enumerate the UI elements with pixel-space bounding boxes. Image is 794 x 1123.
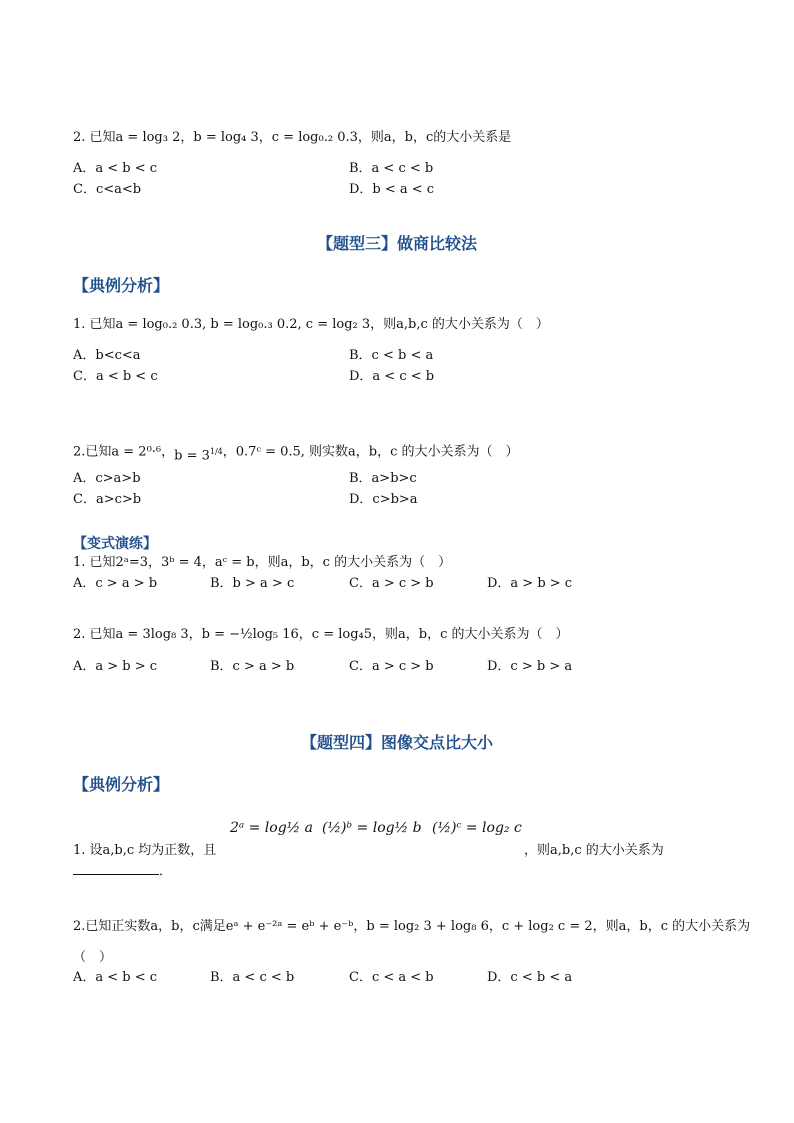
option-b: B．c > a > b — [210, 659, 295, 674]
example-label: 【典例分析】 — [73, 276, 170, 295]
stem-b — [174, 444, 223, 464]
option-d: D．c < b < a — [487, 970, 573, 985]
option-c: C．a < b < c — [73, 369, 158, 384]
question-stem: 2. 已知a = 3log₈ 3，b = −½log₅ 16，c = log₄5，则a，b，c 的大小关系为（ ） — [73, 627, 569, 642]
section-heading: 【题型四】图像交点比大小 — [300, 733, 493, 752]
option-a: A．b<c<a — [73, 348, 141, 363]
blank-line — [73, 864, 159, 875]
variant-label: 【变式演练】 — [73, 536, 157, 552]
option-a: A．c > a > b — [73, 576, 158, 591]
example-label: 【典例分析】 — [73, 775, 170, 794]
option-b: B．a < c < b — [349, 161, 434, 176]
answer-blank — [73, 864, 172, 880]
equation-2: (½)ᵇ = log½ b — [322, 820, 422, 836]
question-prefix: 1. 设a,b,c 均为正数，且 — [73, 843, 217, 858]
question-suffix: ，则a,b,c 的大小关系为 — [524, 843, 664, 858]
option-d: D．b < a < c — [349, 182, 435, 197]
option-b: B．a < c < b — [210, 970, 295, 985]
question-stem — [73, 440, 519, 464]
option-b: B．c < b < a — [349, 348, 434, 363]
question-stem: 1. 已知2ᵃ=3，3ᵇ = 4，aᶜ = b，则a，b，c 的大小关系为（ ） — [73, 555, 452, 570]
section-heading: 【题型三】做商比较法 — [316, 234, 477, 253]
stem-b-exponent: 1/4 — [209, 447, 223, 456]
option-d: D．a > b > c — [487, 576, 573, 591]
stem-b-base: b = 3 — [174, 448, 210, 464]
question-stem: 2.已知正实数a，b，c满足eᵃ + e⁻²ᵃ = eᵇ + e⁻ᵇ，b = log₂ 3 + log₈ 6，c + log₂ c = 2，则a，b，c 的大小关系为 — [73, 919, 751, 934]
option-a: A．a > b > c — [73, 659, 158, 674]
question-stem: 1. 已知a = log₀.₂ 0.3, b = log₀.₃ 0.2, c = log₂ 3，则a,b,c 的大小关系为（ ） — [73, 317, 549, 332]
option-d: D．c > b > a — [487, 659, 573, 674]
option-c: C．a > c > b — [349, 659, 434, 674]
question-paren: （ ） — [73, 950, 113, 965]
option-b: B．b > a > c — [210, 576, 295, 591]
equation-1: 2ᵃ = log½ a — [230, 820, 314, 836]
stem-prefix: 2.已知a = 2⁰·⁶， — [73, 444, 175, 460]
option-a: A．c>a>b — [73, 471, 141, 486]
stem-suffix: ，0.7ᶜ = 0.5, 则实数a，b，c 的大小关系为（ ） — [222, 444, 519, 460]
option-c: C．c < a < b — [349, 970, 434, 985]
option-d: D．a < c < b — [349, 369, 435, 384]
option-a: A．a < b < c — [73, 970, 158, 985]
option-c: C．c<a<b — [73, 182, 142, 197]
option-c: C．a>c>b — [73, 492, 142, 507]
equation-3: (½)ᶜ = log₂ c — [432, 820, 522, 836]
blank-end: ． — [159, 864, 173, 879]
option-b: B．a>b>c — [349, 471, 417, 486]
option-a: A．a < b < c — [73, 161, 158, 176]
question-stem: 2. 已知a = log₃ 2，b = log₄ 3，c = log₀.₂ 0.3，则a，b，c的大小关系是 — [73, 130, 512, 145]
option-c: C．a > c > b — [349, 576, 434, 591]
option-d: D．c>b>a — [349, 492, 418, 507]
